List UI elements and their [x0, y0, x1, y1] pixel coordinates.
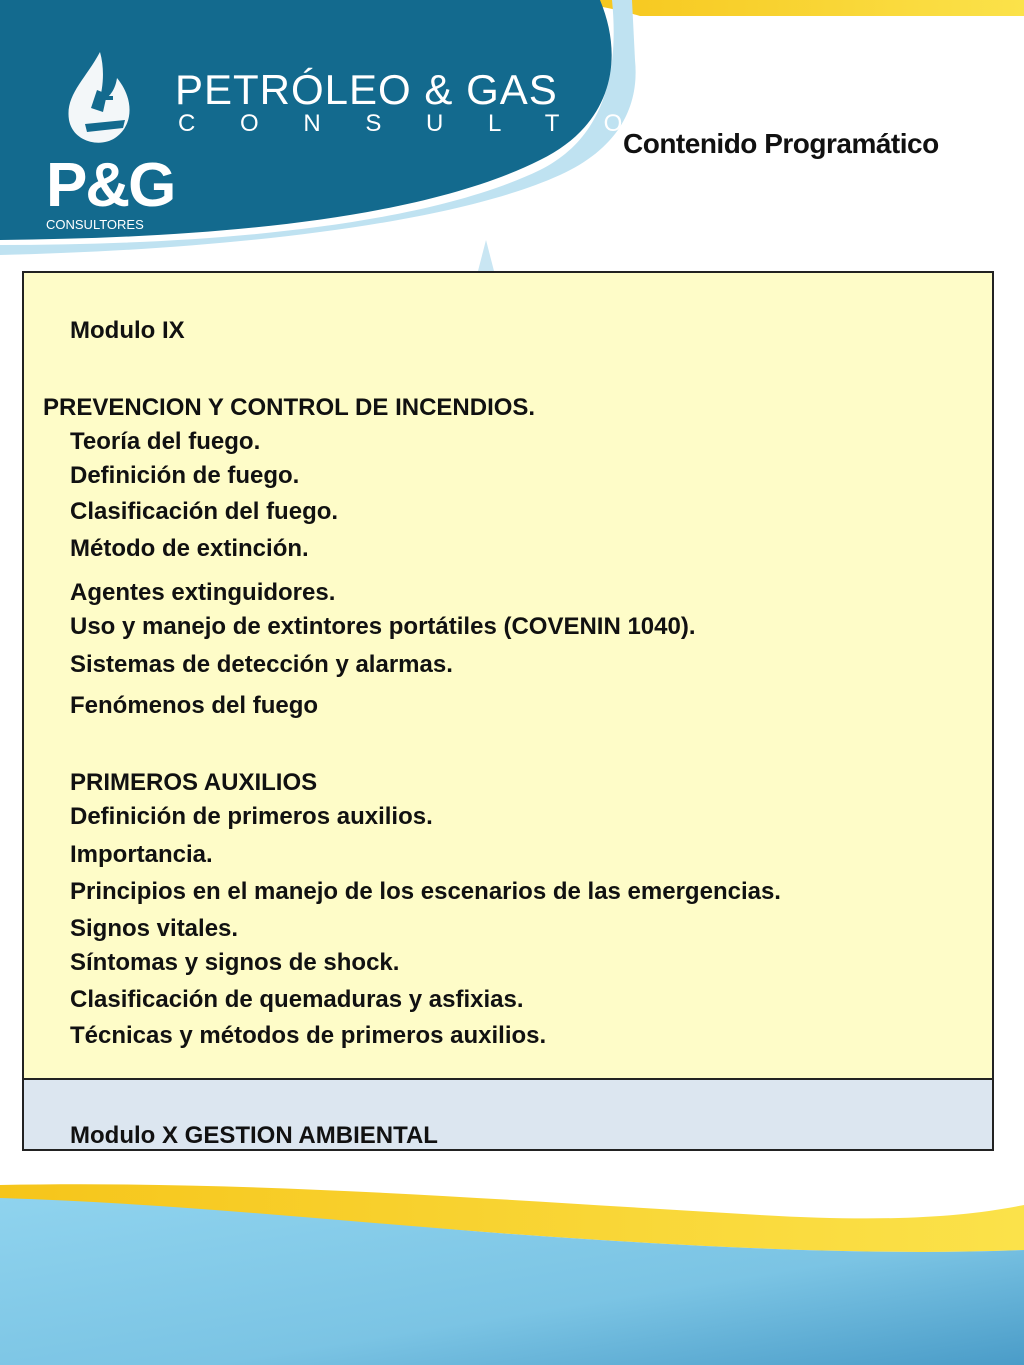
list-item: Uso y manejo de extintores portátiles (COVENIN 1040).: [70, 613, 696, 640]
list-item: Clasificación del fuego.: [70, 498, 339, 525]
program-content-box: [22, 271, 994, 1151]
module-ix-heading: Modulo IX: [70, 317, 185, 344]
list-item: Agentes extinguidores.: [70, 579, 336, 606]
list-item: Importancia.: [70, 841, 213, 868]
decor-spike: [478, 240, 494, 271]
list-item: Síntomas y signos de shock.: [70, 949, 400, 976]
list-item: Principios en el manejo de los escenarios de las emergencias.: [70, 878, 781, 905]
section-fire-prevention-title: PREVENCION Y CONTROL DE INCENDIOS.: [43, 394, 536, 421]
list-item: Sistemas de detección y alarmas.: [70, 651, 453, 678]
list-item: Clasificación de quemaduras y asfixias.: [70, 986, 524, 1013]
list-item: Definición de primeros auxilios.: [70, 803, 433, 830]
list-item: Técnicas y métodos de primeros auxilios.: [70, 1022, 547, 1049]
section-first-aid-title: PRIMEROS AUXILIOS: [70, 769, 318, 796]
list-item: Signos vitales.: [70, 915, 239, 942]
page-title: Contenido Programático: [623, 128, 939, 159]
module-x-row: [24, 1078, 992, 1149]
list-item: Teoría del fuego.: [70, 428, 261, 455]
list-item: Fenómenos del fuego: [70, 692, 319, 719]
module-x-heading: Modulo X GESTION AMBIENTAL: [70, 1122, 438, 1149]
brand-subtitle: C O N S U L T O R E S: [178, 110, 825, 137]
flame-drop-icon: [55, 50, 145, 150]
list-item: Método de extinción.: [70, 535, 309, 562]
logo-subtitle: CONSULTORES: [46, 217, 144, 232]
brand-name: PETRÓLEO & GAS: [175, 66, 558, 113]
list-item: Definición de fuego.: [70, 462, 300, 489]
logo-pg-mark: P&G: [46, 151, 175, 220]
